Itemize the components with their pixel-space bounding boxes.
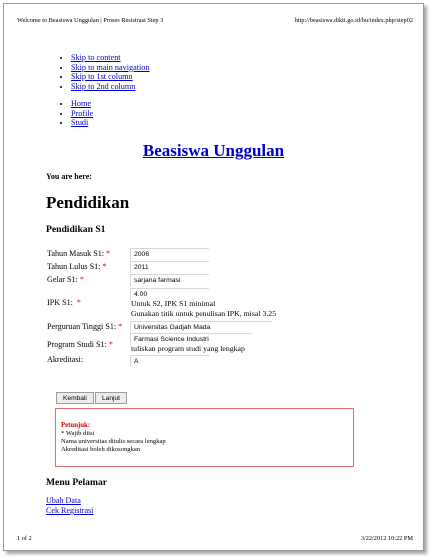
required-mark: * <box>79 275 84 284</box>
gelar-label: Gelar S1: * <box>47 275 84 284</box>
nav-item <box>71 99 93 109</box>
lanjut-button[interactable]: Lanjut <box>95 392 127 404</box>
printed-page <box>3 3 424 551</box>
ipk-label: IPK S1: * <box>47 298 81 307</box>
perguruan-tinggi-field[interactable]: Universitas Gadjah Mada <box>130 321 272 333</box>
petunjuk-line: * Wajib diisi <box>61 430 95 437</box>
petunjuk-line: Akreditasi boleh dikosongkan <box>61 446 141 453</box>
required-mark: * <box>76 298 81 307</box>
program-studi-hint: tuliskan program studi yang lengkap <box>131 344 245 353</box>
site-title-link[interactable]: Beasiswa Unggulan <box>142 141 285 160</box>
petunjuk-line: Nama universitas ditulis secara lengkap <box>61 438 166 445</box>
skip-item <box>71 63 149 73</box>
nav-studi-link[interactable]: Studi <box>71 118 89 128</box>
tahun-masuk-label: Tahun Masuk S1: * <box>47 249 111 258</box>
ubah-data-link[interactable]: Ubah Data <box>46 496 81 505</box>
nav-home-link[interactable]: Home <box>71 99 92 108</box>
required-mark: * <box>102 262 107 271</box>
menu-pelamar-title: Menu Pelamar <box>46 477 108 488</box>
ipk-hint-format: Gunakan titik untuk penulisan IPK, misal 3.25 <box>131 309 277 318</box>
skip-to-2nd-column-link[interactable]: Skip to 2nd column <box>71 81 136 91</box>
print-footer-page: 1 of 2 <box>17 535 32 542</box>
required-mark: * <box>106 249 111 258</box>
tahun-masuk-field[interactable]: 2006 <box>130 248 209 260</box>
print-header-title: Welcome to Beasiswa Unggulan | Proses Resistrasi Step 3 <box>17 17 164 24</box>
ipk-field[interactable]: 4.00 <box>130 288 209 300</box>
nav-profile-link[interactable]: Profile <box>71 108 94 118</box>
cek-registrasi-link[interactable]: Cek Registrasi <box>46 506 94 515</box>
skip-item <box>71 53 149 63</box>
program-studi-label: Program Studi S1: * <box>47 340 113 349</box>
petunjuk-title: Petunjuk: <box>61 422 91 429</box>
program-studi-field[interactable]: Farmasi Science Industri <box>130 333 252 345</box>
required-mark: * <box>108 340 113 349</box>
petunjuk-box <box>55 408 354 467</box>
site-title <box>4 141 423 161</box>
page-title: Pendidikan <box>46 193 130 212</box>
tahun-lulus-label: Tahun Lulus S1: * <box>47 262 107 271</box>
skip-item <box>71 72 149 82</box>
breadcrumb: You are here: <box>46 172 92 181</box>
kembali-button[interactable]: Kembali <box>56 392 94 404</box>
skip-to-main-navigation-link[interactable]: Skip to main navigation <box>71 62 150 72</box>
akreditasi-field[interactable]: A <box>130 355 209 367</box>
print-header-url: http://beasiswa.dikti.go.id/bu/index.php/step02 <box>294 17 413 24</box>
section-title: Pendidikan S1 <box>46 224 106 235</box>
skip-to-content-link[interactable]: Skip to content <box>71 53 121 62</box>
nav-item <box>71 109 93 119</box>
required-mark: * <box>118 322 123 331</box>
gelar-field[interactable]: sarjana farmasi <box>130 274 209 286</box>
skip-links <box>56 53 149 91</box>
akreditasi-label: Akreditasi: <box>47 355 83 364</box>
main-navigation <box>56 99 93 128</box>
skip-item <box>71 82 149 92</box>
print-footer-datetime: 3/22/2012 10:22 PM <box>360 535 413 542</box>
perguruan-tinggi-label: Perguruan Tinggi S1: * <box>47 322 123 331</box>
tahun-lulus-field[interactable]: 2011 <box>130 261 209 273</box>
skip-to-1st-column-link[interactable]: Skip to 1st column <box>71 72 133 82</box>
nav-item <box>71 118 93 128</box>
ipk-hint-minimum: Untuk S2, IPK S1 minimal <box>131 299 216 308</box>
